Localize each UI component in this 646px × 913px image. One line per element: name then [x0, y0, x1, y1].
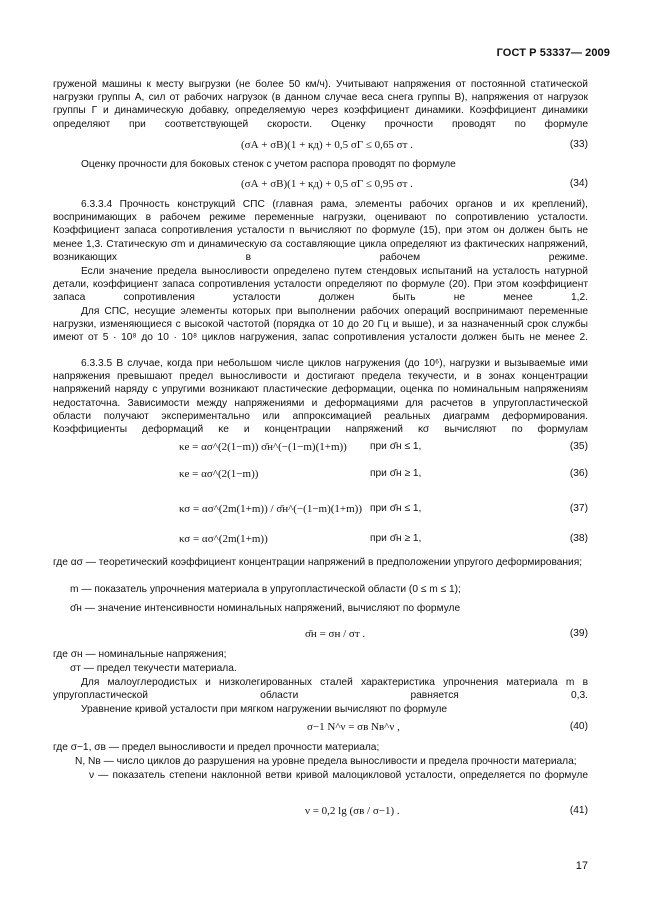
formula-38-number: (38)	[569, 533, 588, 544]
paragraph-p2: Оценку прочности для боковых стенок с учетом распора проводят по формуле	[81, 159, 456, 170]
formula-38-expr: κσ = ασ^(2m(1+m))	[179, 533, 268, 545]
definition-m: m — показатель упрочнения материала в упругопластической области (0 ≤ m ≤ 1);	[70, 584, 461, 595]
formula-40	[53, 721, 588, 737]
formula-36-number: (36)	[569, 468, 588, 479]
formula-36-condition: при σ̄н ≥ 1,	[370, 468, 422, 479]
formula-39-expr: σ̄н = σн / σт .	[305, 628, 366, 640]
document-header: ГОСТ Р 53337— 2009	[496, 47, 610, 59]
formula-34-expr: (σА + σВ)(1 + кд) + 0,5 σГ ≤ 0,95 σт .	[241, 178, 413, 190]
formula-35-condition: при σ̄н ≤ 1,	[370, 441, 422, 452]
definition-sigma-n-bar: σ̄н — значение интенсивности номинальных напряжений, вычисляют по формуле	[70, 603, 461, 614]
paragraph-p4: Если значение предела выносливости определено путем стендовых испытаний на усталость натурной детали, коэффициент запаса сопротивления усталости определяют по формуле (20). При этом коэффициент запаса сопротивления усталости должен быть не менее 1,2.	[53, 266, 588, 304]
definition-sigma-1: где σ−1, σв — предел выносливости и предел прочности материала;	[53, 742, 380, 753]
formula-38-condition: при σ̄н ≥ 1,	[370, 533, 422, 544]
page-number: 17	[575, 860, 588, 872]
formula-35	[53, 441, 588, 457]
definition-sigma-n: где σн — номинальные напряжения;	[53, 649, 227, 660]
formula-41-expr: ν = 0,2 lg (σв / σ−1) .	[305, 805, 400, 817]
formula-41	[53, 805, 588, 821]
formula-40-expr: σ−1 N^ν = σв Nв^ν ,	[307, 721, 400, 733]
paragraph-p1: груженой машины к месту выгрузки (не более 50 км/ч). Учитывают напряжения от постоянной статической нагрузки группы А, сил от рабочих нагрузок (в данном случае веса снега группы В), напряжения от нагрузок группы Г и динамическую добавку, определяемую через коэффициент динамики. Коэффициент динамики определяют при соответствующей скорости. Оценку прочности проводят по формуле	[53, 79, 588, 130]
definition-nu: ν — показатель степени наклонной ветви кривой малоцикловой усталости, определяется по формуле	[89, 770, 588, 781]
formula-34	[53, 178, 588, 194]
formula-39-number: (39)	[569, 628, 588, 639]
formula-34-number: (34)	[569, 178, 588, 189]
formula-33-number: (33)	[569, 139, 588, 150]
paragraph-p6: 6.3.3.5 В случае, когда при небольшом числе циклов нагружения (до 10⁶), нагрузки и вызываемые ими напряжения превышают предел выносливости и достигают предела текучести, и в зонах концентрации напряжений наряду с упругими возникают пластические деформации, оценка по номинальным напряжениям недостаточна. Зависимости между напряжениями и деформациями для расчетов в упругопластической области получают экспериментально или аппроксимацией реальных диаграмм деформирования. Коэффициенты деформаций κe и концентрации напряжений κσ вычисляют по формулам	[53, 358, 588, 436]
formula-33	[53, 139, 588, 155]
formula-38	[53, 533, 588, 549]
formula-35-expr: κe = ασ^(2(1−m)) σ̄н^(−(1−m)(1+m))	[179, 441, 347, 453]
paragraph-p8: Уравнение кривой усталости при мягком нагружении вычисляют по формуле	[81, 704, 448, 715]
formula-41-number: (41)	[569, 805, 588, 816]
formula-40-number: (40)	[569, 721, 588, 732]
formula-39	[53, 628, 588, 644]
formula-33-expr: (σА + σВ)(1 + кд) + 0,5 σГ ≤ 0,65 σт .	[241, 139, 413, 151]
formula-37	[53, 503, 588, 519]
paragraph-p5: Для СПС, несущие элементы которых при выполнении рабочих операций воспринимают переменные нагрузки, изменяющиеся с высокой частотой (порядка от 10 до 20 Гц и выше), и за назначенный срок службы имеют от 5 · 10⁸ до 10 · 10⁸ циклов нагружения, запас сопротивления усталости должен быть не менее 2.	[53, 306, 588, 344]
definition-alpha: где ασ — теоретический коэффициент концентрации напряжений в предположении упругого деформирования;	[53, 557, 583, 568]
definition-N: N, Nв — число циклов до разрушения на уровне предела выносливости и предела прочности материала;	[75, 756, 577, 767]
formula-35-number: (35)	[569, 441, 588, 452]
definition-sigma-t: σт — предел текучести материала.	[70, 663, 237, 674]
paragraph-p3: 6.3.3.4 Прочность конструкций СПС (главная рама, элементы рабочих органов и их креплений), воспринимающих в рабочем режиме переменные нагрузки, оценивают по сопротивлению усталости. Коэффициент запаса сопротивления усталости n вычисляют по формуле (15), при этом он должен быть не менее 1,3. Статическую σm и динамическую σa составляющие цикла определяют из фактических напряжений, возникающих в рабочем режиме.	[53, 199, 588, 263]
formula-36-expr: κe = ασ^(2(1−m))	[179, 468, 259, 480]
formula-37-condition: при σ̄н ≤ 1,	[370, 503, 422, 514]
formula-37-number: (37)	[569, 503, 588, 514]
formula-37-expr: κσ = ασ^(2m(1+m)) / σ̄н^(−(1−m)(1+m))	[179, 503, 362, 515]
formula-36	[53, 468, 588, 484]
paragraph-p7: Для малоуглеродистых и низколегированных сталей характеристика упрочнения материала m в упругопластической области равняется 0,3.	[53, 677, 588, 702]
